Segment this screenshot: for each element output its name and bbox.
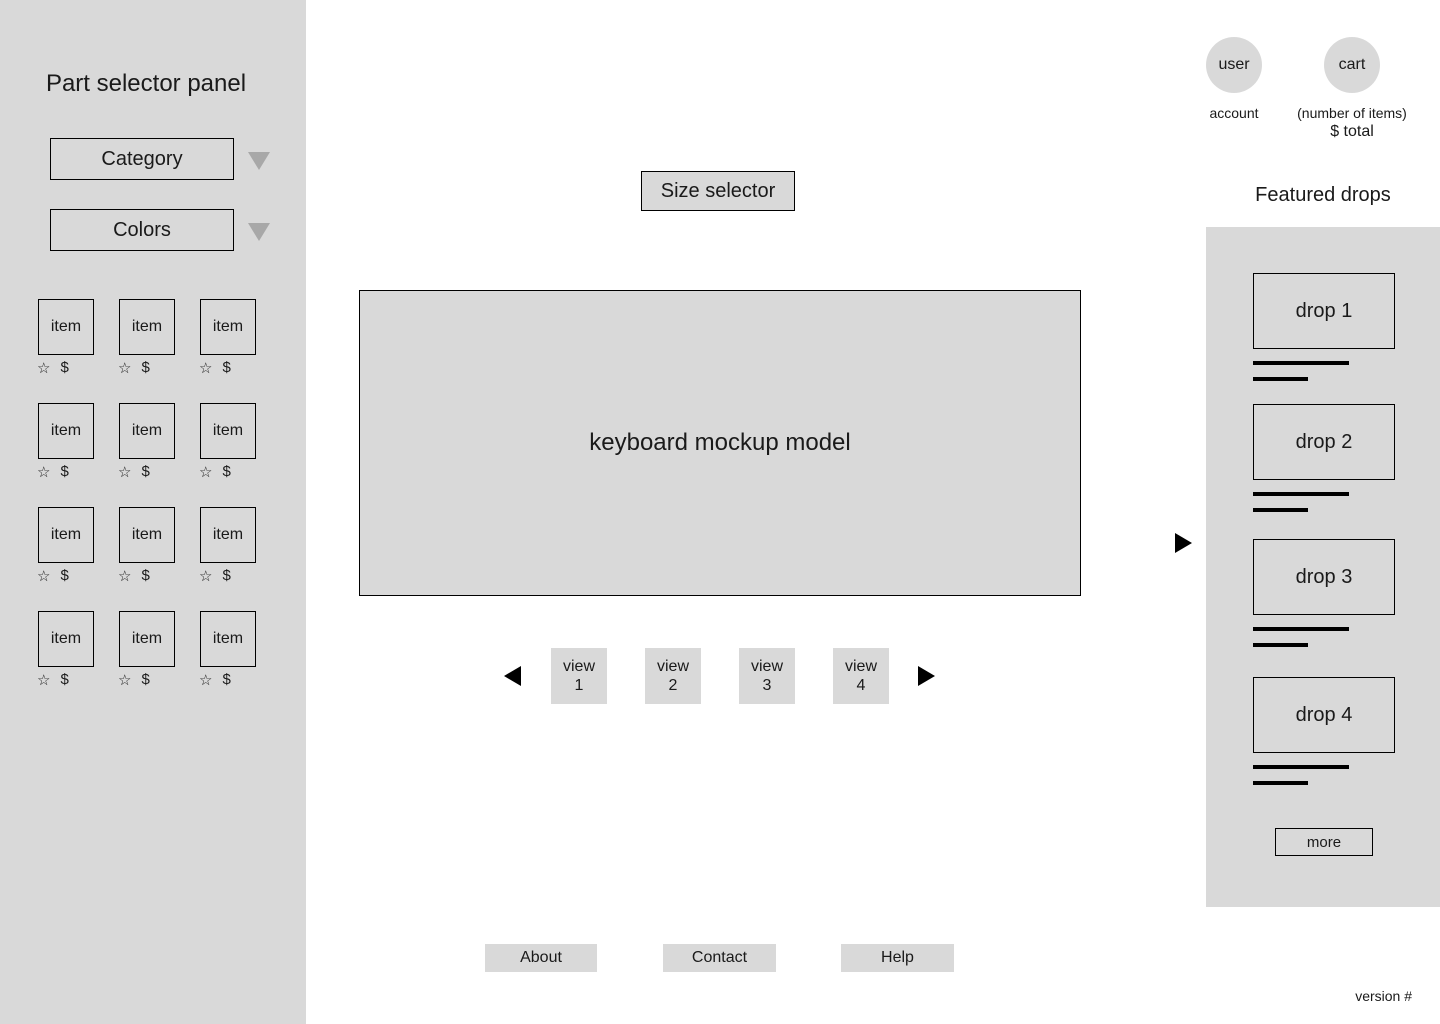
item-tile[interactable] [119,507,175,563]
view-1-button[interactable] [551,648,607,704]
star-icon[interactable]: ☆ [199,672,213,689]
item-meta [199,671,231,689]
drop-label: drop 3 [1295,565,1353,588]
category-label: Category [101,147,183,170]
keyboard-mockup-viewer[interactable] [359,290,1081,596]
version-label: version # [1355,988,1412,1004]
drop-text-line [1253,765,1349,769]
star-icon[interactable]: ☆ [199,568,213,585]
price-symbol: $ [222,359,231,376]
view-4-button[interactable] [833,648,889,704]
view-number: 3 [762,677,772,694]
star-icon[interactable]: ☆ [37,672,51,689]
item-label: item [131,422,163,439]
item-meta [37,671,69,689]
cart-total: $ total [1330,123,1374,140]
colors-dropdown[interactable] [50,209,234,251]
drop-label: drop 1 [1295,299,1353,322]
drop-text-line [1253,643,1308,647]
view-label: view [562,658,595,675]
item-meta [118,567,150,585]
star-icon[interactable]: ☆ [37,464,51,481]
item-tile[interactable] [38,403,94,459]
item-tile[interactable] [119,299,175,355]
item-label: item [212,526,244,543]
drop-card[interactable] [1253,404,1395,480]
drop-card[interactable] [1253,273,1395,349]
item-meta [118,359,150,377]
view-number: 2 [668,677,678,694]
view-number: 4 [856,677,866,694]
item-tile[interactable] [38,299,94,355]
item-tile[interactable] [38,611,94,667]
drop-label: drop 2 [1295,430,1353,453]
star-icon[interactable]: ☆ [118,568,132,585]
item-meta [199,463,231,481]
price-symbol: $ [222,463,231,480]
item-meta [118,671,150,689]
price-symbol: $ [141,671,150,688]
prev-view-arrow-icon[interactable] [504,666,521,686]
item-tile[interactable] [38,507,94,563]
item-label: item [131,526,163,543]
price-symbol: $ [141,567,150,584]
cart-item-count: (number of items) [1297,105,1407,121]
price-symbol: $ [222,671,231,688]
view-2-button[interactable] [645,648,701,704]
star-icon[interactable]: ☆ [118,464,132,481]
triangle-down-icon[interactable] [248,152,270,170]
featured-drops-title: Featured drops [1255,184,1391,206]
cart-button[interactable] [1324,37,1380,93]
user-label: user [1218,56,1250,73]
drop-text-line [1253,377,1308,381]
view-number: 1 [574,677,584,694]
size-selector-button[interactable] [641,171,795,211]
next-view-arrow-icon[interactable] [918,666,935,686]
price-symbol: $ [141,463,150,480]
item-meta [118,463,150,481]
view-3-button[interactable] [739,648,795,704]
item-label: item [50,318,82,335]
price-symbol: $ [60,567,69,584]
item-label: item [131,318,163,335]
drop-text-line [1253,361,1349,365]
item-meta [37,567,69,585]
about-button[interactable] [485,944,597,972]
price-symbol: $ [141,359,150,376]
help-label: Help [881,949,914,966]
size-selector-label: Size selector [660,179,776,202]
view-label: view [844,658,877,675]
more-button[interactable] [1275,828,1373,856]
star-icon[interactable]: ☆ [37,360,51,377]
more-label: more [1306,833,1342,851]
star-icon[interactable]: ☆ [199,464,213,481]
item-meta [199,567,231,585]
item-tile[interactable] [200,403,256,459]
item-meta [37,359,69,377]
star-icon[interactable]: ☆ [199,360,213,377]
star-icon[interactable]: ☆ [37,568,51,585]
category-dropdown[interactable] [50,138,234,180]
drop-text-line [1253,508,1308,512]
account-label: account [1209,105,1259,121]
cart-label: cart [1338,56,1366,73]
help-button[interactable] [841,944,954,972]
item-tile[interactable] [200,299,256,355]
item-label: item [50,630,82,647]
item-meta [37,463,69,481]
drop-text-line [1253,781,1308,785]
mockup-label: keyboard mockup model [589,429,851,456]
item-label: item [131,630,163,647]
price-symbol: $ [60,463,69,480]
drop-card[interactable] [1253,677,1395,753]
drop-label: drop 4 [1295,703,1353,726]
item-label: item [50,422,82,439]
star-icon[interactable]: ☆ [118,672,132,689]
drop-text-line [1253,627,1349,631]
drop-text-line [1253,492,1349,496]
about-label: About [520,949,562,966]
item-tile[interactable] [119,611,175,667]
user-account-button[interactable] [1206,37,1262,93]
view-label: view [750,658,783,675]
price-symbol: $ [60,359,69,376]
item-meta [199,359,231,377]
contact-label: Contact [691,949,748,966]
item-tile[interactable] [119,403,175,459]
contact-button[interactable] [663,944,776,972]
price-symbol: $ [60,671,69,688]
featured-next-arrow-icon[interactable] [1175,533,1192,553]
item-label: item [50,526,82,543]
item-label: item [212,318,244,335]
panel-title: Part selector panel [45,70,247,97]
colors-label: Colors [113,218,171,241]
star-icon[interactable]: ☆ [118,360,132,377]
item-label: item [212,422,244,439]
view-label: view [656,658,689,675]
item-tile[interactable] [200,507,256,563]
drop-card[interactable] [1253,539,1395,615]
item-label: item [212,630,244,647]
item-tile[interactable] [200,611,256,667]
price-symbol: $ [222,567,231,584]
triangle-down-icon[interactable] [248,223,270,241]
